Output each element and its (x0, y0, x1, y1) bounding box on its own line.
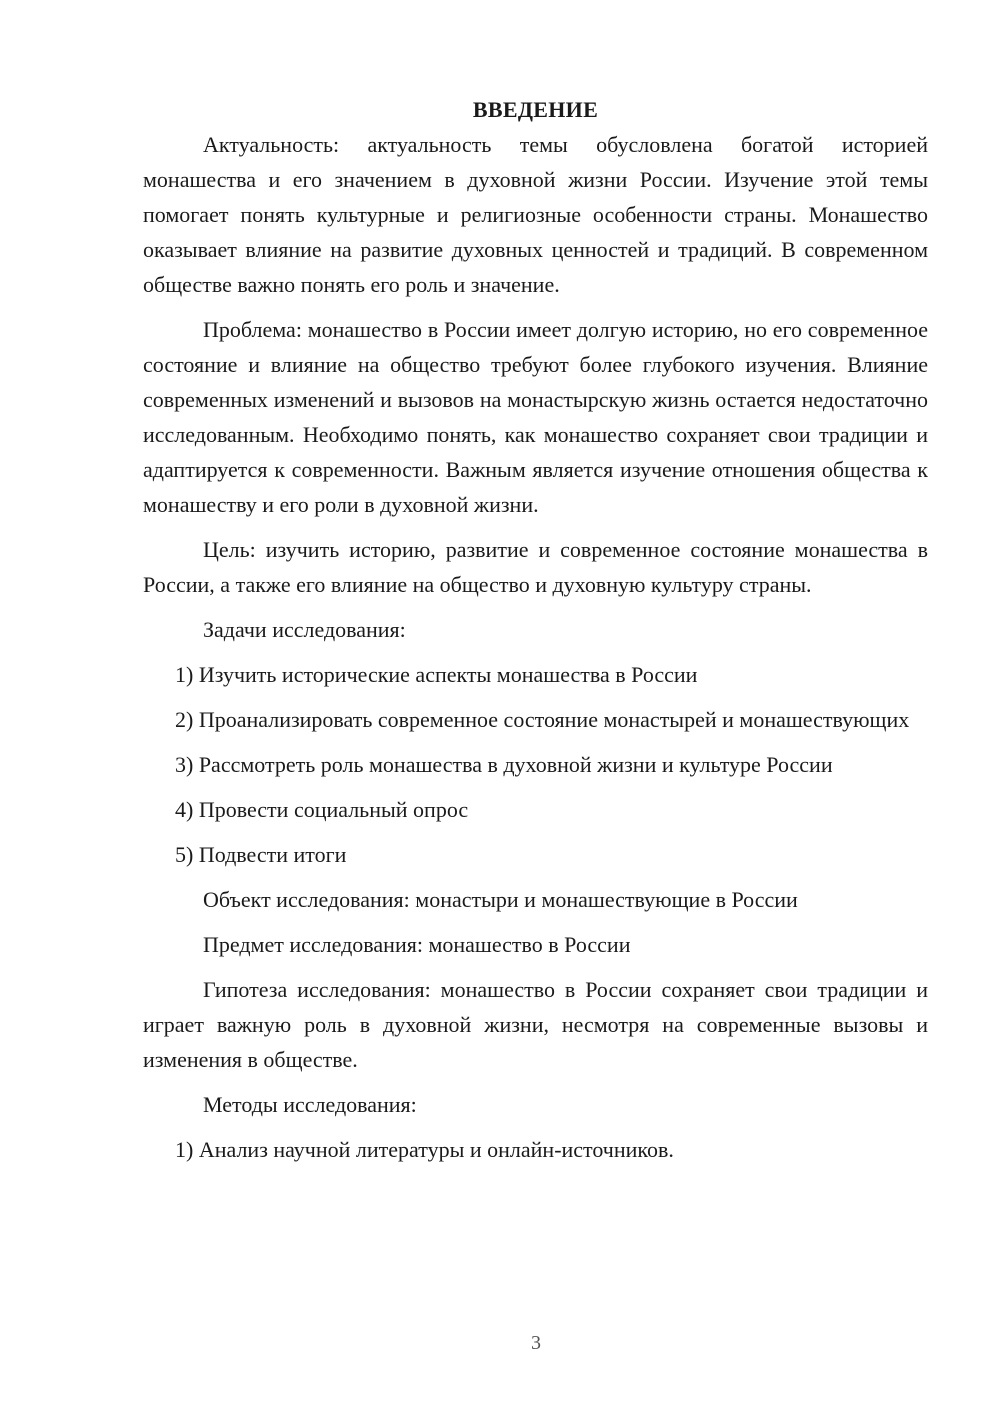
relevance-paragraph: Актуальность: актуальность темы обусловлена богатой историей монашества и его значением в духовной жизни России. Изучение этой темы помогает понять культурные и религиозные особенности страны. Монашество оказывает влияние на развитие духовных ценностей и традиций. В современном обществе важно понять его роль и значение. (143, 132, 928, 297)
tasks-heading: Задачи исследования: (203, 617, 406, 642)
subject-paragraph: Предмет исследования: монашество в России (203, 932, 631, 957)
document-title: ВВЕДЕНИЕ (472, 97, 599, 122)
method-item-1: 1) Анализ научной литературы и онлайн-источников. (175, 1137, 674, 1162)
task-item-5: 5) Подвести итоги (175, 842, 347, 867)
methods-heading: Методы исследования: (203, 1092, 417, 1117)
task-item-2: 2) Проанализировать современное состояние монастырей и монашествующих (175, 707, 910, 732)
task-item-1: 1) Изучить исторические аспекты монашества в России (175, 662, 698, 687)
task-item-3: 3) Рассмотреть роль монашества в духовной жизни и культуре России (175, 752, 833, 777)
page-number: 3 (531, 1332, 541, 1354)
problem-paragraph: Проблема: монашество в России имеет долгую историю, но его современное состояние и влияние на общество требуют более глубокого изучения. Влияние современных изменений и вызовов на монастырскую жизнь остается недостаточно исследованным. Необходимо понять, как монашество сохраняет свои традиции и адаптируется к современности. Важным является изучение отношения общества к монашеству и его роли в духовной жизни. (143, 317, 928, 517)
goal-paragraph: Цель: изучить историю, развитие и современное состояние монашества в России, а также его влияние на общество и духовную культуру страны. (143, 537, 928, 597)
task-item-4: 4) Провести социальный опрос (175, 797, 469, 822)
object-paragraph: Объект исследования: монастыри и монашествующие в России (203, 887, 798, 912)
hypothesis-paragraph: Гипотеза исследования: монашество в России сохраняет свои традиции и играет важную роль в духовной жизни, несмотря на современные вызовы и изменения в обществе. (143, 977, 928, 1072)
document-page (143, 92, 928, 1177)
